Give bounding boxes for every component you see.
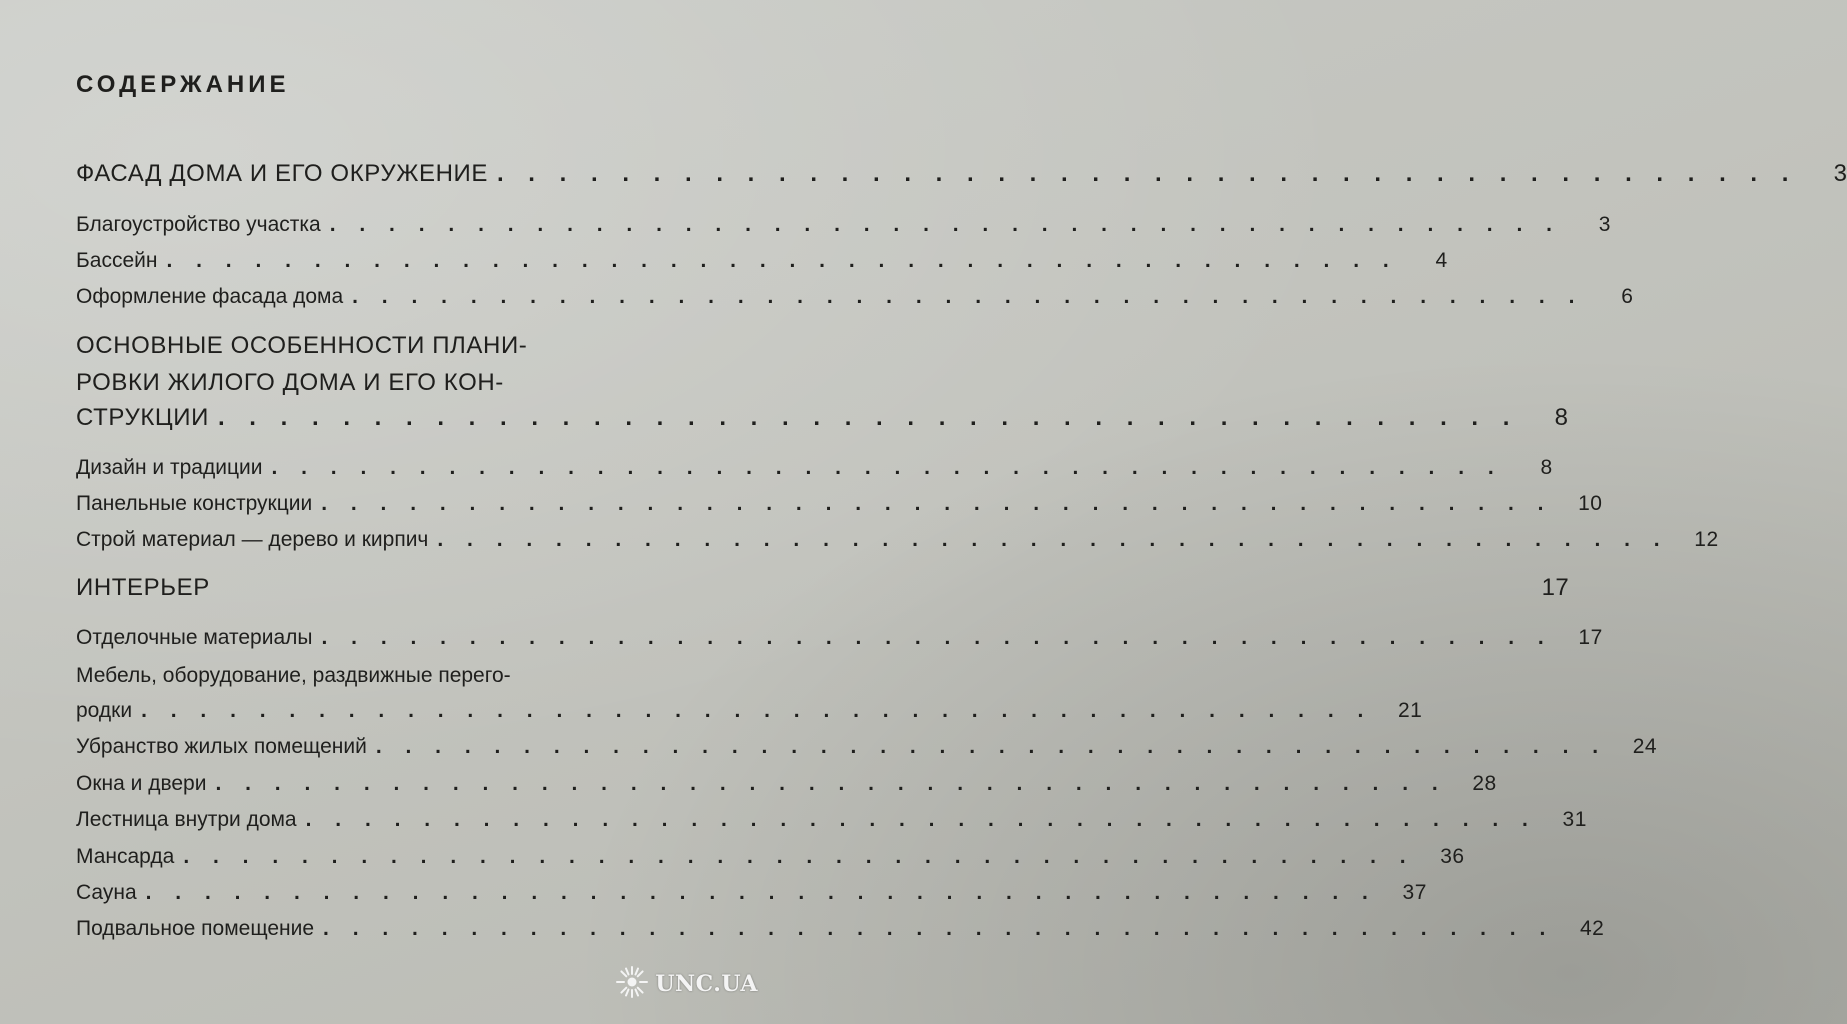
toc-page-number: 12 [1694, 528, 1719, 551]
toc-page-number: 4 [1435, 249, 1448, 272]
toc-entry [76, 767, 1497, 801]
toc-entry-title: Панельные конструкции [76, 492, 313, 515]
toc-page-number: 10 [1578, 492, 1603, 515]
toc-page-number: 21 [1397, 699, 1423, 722]
toc-entry [76, 487, 1603, 521]
toc-page-number: 3 [1833, 160, 1847, 187]
leader-dots: . . . . . . . . . . . . . . . . . . . . . . . . . . . . . . . . . . . . . . . . . . [215, 772, 1447, 795]
toc-entry [76, 208, 1611, 242]
toc-entry [76, 280, 1634, 314]
toc-entry-title: Отделочные материалы [76, 626, 313, 649]
leader-dots: . . . . . . . . . . . . . . . . . . . . . . . . . . . . . . . . . . . . . . . . . . [437, 528, 1669, 551]
leader-dots: . . . . . . . . . . . . . . . . . . . . . . . . . . . . . . . . . . . . . . . . . . [271, 456, 1503, 479]
toc-section-title: СТРУКЦИИ [76, 404, 209, 431]
toc-page-number: 31 [1562, 808, 1587, 831]
toc-entry [76, 912, 1605, 946]
leader-dots: . . . . . . . . . . . . . . . . . . . . . . . . . . . . . . . . . . . . . . . . . . [375, 735, 1608, 758]
leader-dots: . . . . . . . . . . . . . . . . . . . . . . . . . . . . . . . . . . . . . . . . . . [321, 492, 1553, 515]
toc-entry [76, 523, 1719, 557]
leader-dots: . . . . . . . . . . . . . . . . . . . . . . . . . . . . . . . . . . . . . . . . . . [305, 808, 1537, 831]
toc-entry [76, 876, 1427, 910]
toc-page-number: 8 [1540, 456, 1553, 479]
toc-page-number: 36 [1440, 845, 1465, 868]
toc-entry-title: Бассейн [76, 249, 158, 272]
toc-entry [76, 451, 1553, 485]
leader-dots: . . . . . . . . . . . . . . . . . . . . . . . . . . . . . . . . . . . . . . . . . . [496, 160, 1798, 187]
leader-dots: . . . . . . . . . . . . . . . . . . . . . . . . . . . . . . . . . . . . . . . . . . [166, 249, 1398, 272]
toc-entry-title: Оформление фасада дома [76, 285, 344, 308]
sunburst-logo-icon [615, 965, 649, 1004]
toc-page-number: 24 [1632, 735, 1658, 758]
leader-dots: . . . . . . . . . . . . . . . . . . . . . . . . . . . . . . . . . . . . . . . . . . [141, 699, 1373, 722]
toc-page-number: 37 [1402, 881, 1427, 904]
toc-entry-title: Окна и двери [76, 772, 207, 795]
leader-dots: . . . . . . . . . . . . . . . . . . . . . . . . . . . . . . . . . . . . . . . . . . [145, 881, 1377, 904]
toc-page-number: 28 [1472, 772, 1497, 795]
toc-entry [76, 244, 1448, 278]
toc-section-interior [76, 571, 1570, 605]
toc-entry-title: родки [76, 699, 133, 722]
toc-entry-title: Лестница внутри дома [76, 808, 297, 831]
leader-dots: . . . . . . . . . . . . . . . . . . . . . . . . . . . . . . . . . . . . . . . . . . [217, 404, 1519, 431]
toc-page-number: 8 [1554, 404, 1569, 431]
leader-dots: . . . . . . . . . . . . . . . . . . . . . . . . . . . . . . . . . . . . . . . . . . [321, 626, 1553, 649]
toc-section-title-line: РОВКИ ЖИЛОГО ДОМА И ЕГО КОН- [76, 369, 504, 396]
leader-dots: . . . . . . . . . . . . . . . . . . . . . . . . . . . . . . . . . . . . . . . . . . [329, 213, 1561, 236]
toc-entry [76, 840, 1465, 874]
toc-entry [76, 694, 1423, 728]
toc-page-number: 6 [1621, 285, 1634, 308]
toc-page-number: 17 [1578, 626, 1603, 649]
toc-page-number: 42 [1579, 917, 1605, 940]
toc-entry-title-line: Мебель, оборудование, раздвижные перего- [76, 664, 511, 687]
toc-section-facade [76, 157, 1847, 191]
toc-section-title: ИНТЕРЬЕР [76, 574, 210, 601]
toc-entry-title: Благоустройство участка [76, 213, 321, 236]
toc-page-number: 3 [1598, 213, 1611, 236]
toc-entry [76, 730, 1658, 764]
page-title: СОДЕРЖАНИЕ [76, 71, 290, 98]
toc-entry-title: Сауна [76, 881, 137, 904]
toc-entry-title: Дизайн и традиции [76, 456, 263, 479]
toc-section-title: ФАСАД ДОМА И ЕГО ОКРУЖЕНИЕ [76, 160, 488, 187]
toc-entry-title: Подвальное помещение [76, 917, 315, 940]
toc-entry-title: Убранство жилых помещений [76, 735, 367, 758]
watermark [615, 964, 758, 1004]
toc-section-planning [76, 401, 1569, 435]
leader-dots: . . . . . . . . . . . . . . . . . . . . . . . . . . . . . . . . . . . . . . . . . . [183, 845, 1415, 868]
toc-entry-title: Строй материал — дерево и кирпич [76, 528, 429, 551]
toc-entry-title: Мансарда [76, 845, 175, 868]
toc-entry [76, 621, 1603, 655]
toc-entry [76, 803, 1587, 837]
toc-page-number: 17 [1541, 574, 1570, 601]
leader-dots: . . . . . . . . . . . . . . . . . . . . . . . . . . . . . . . . . . . . . . . . . . [352, 285, 1584, 308]
toc-section-title-line: ОСНОВНЫЕ ОСОБЕННОСТИ ПЛАНИ- [76, 332, 528, 359]
watermark-text: UNC.UA [655, 971, 758, 997]
leader-dots: . . . . . . . . . . . . . . . . . . . . . . . . . . . . . . . . . . . . . . . . . . [323, 917, 1555, 940]
